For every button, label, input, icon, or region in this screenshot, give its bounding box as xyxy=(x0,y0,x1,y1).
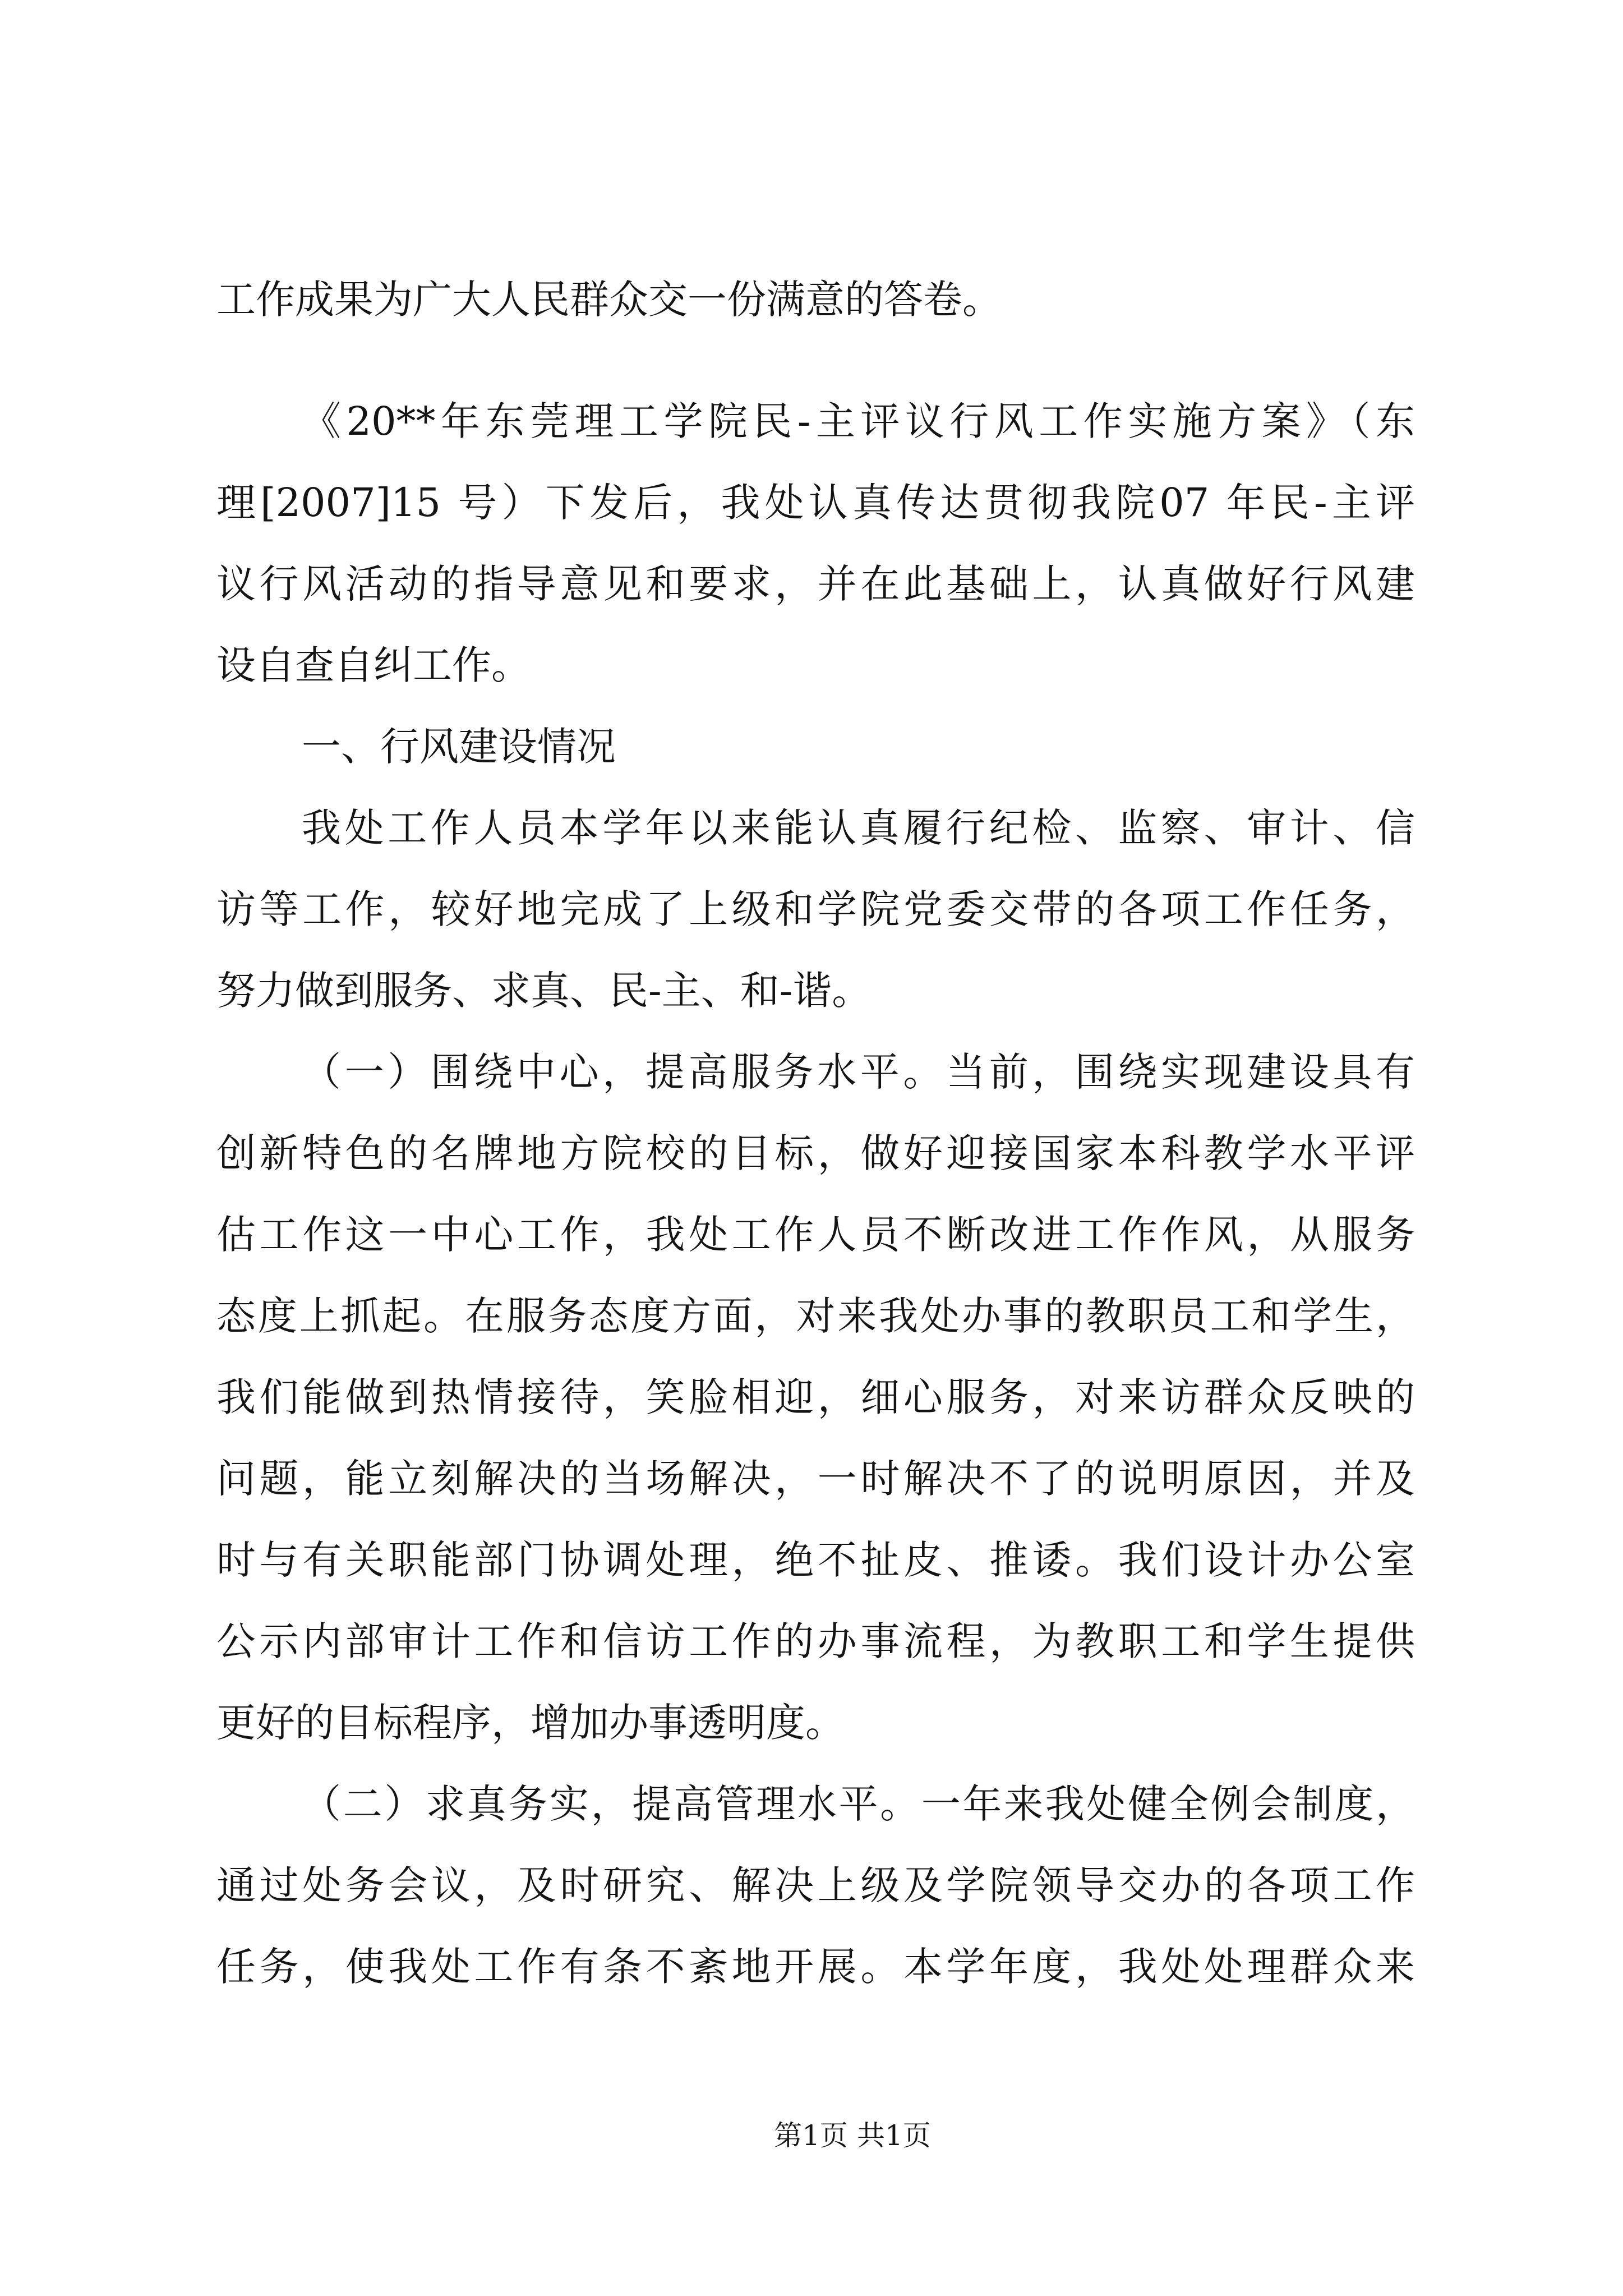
text-line: 问题，能立刻解决的当场解决，一时解决不了的说明原因，并及 xyxy=(216,1456,1415,1502)
text-line: 创新特色的名牌地方院校的目标，做好迎接国家本科教学水平评 xyxy=(216,1130,1415,1176)
text-line: 态度上抓起。在服务态度方面，对来我处办事的教职员工和学生， xyxy=(216,1293,1415,1339)
text-line: （一）围绕中心，提高服务水平。当前，围绕实现建设具有 xyxy=(302,1049,1415,1095)
text-line: 设自查自纠工作。 xyxy=(216,642,531,688)
text-line: 估工作这一中心工作，我处工作人员不断改进工作作风，从服务 xyxy=(216,1212,1415,1258)
text-line: 我们能做到热情接待，笑脸相迎，细心服务，对来访群众反映的 xyxy=(216,1374,1415,1420)
text-line: 《20**年东莞理工学院民-主评议行风工作实施方案》（东 xyxy=(302,398,1415,444)
text-line: 理[2007]15 号）下发后，我处认真传达贯彻我院07 年民-主评 xyxy=(216,480,1415,526)
text-line: 努力做到服务、求真、民-主、和-谐。 xyxy=(216,968,872,1014)
page-footer: 第1页 共1页 xyxy=(774,2119,931,2152)
text-line: 任务，使我处工作有条不紊地开展。本学年度，我处处理群众来 xyxy=(216,1944,1415,1990)
text-line: 通过处务会议，及时研究、解决上级及学院领导交办的各项工作 xyxy=(216,1862,1415,1908)
text-line: （二）求真务实，提高管理水平。一年来我处健全例会制度， xyxy=(302,1781,1415,1827)
section-heading xyxy=(216,706,1415,788)
section-heading-text: 一、行风建设情况 xyxy=(302,724,616,770)
document-body xyxy=(216,259,1415,2008)
text-line: 工作成果为广大人民群众交一份满意的答卷。 xyxy=(216,277,1002,323)
paragraph xyxy=(216,381,1415,706)
paragraph xyxy=(216,1764,1415,2008)
text-line: 公示内部审计工作和信访工作的办事流程，为教职工和学生提供 xyxy=(216,1618,1415,1664)
text-line: 更好的目标程序，增加办事透明度。 xyxy=(216,1700,845,1746)
paragraph xyxy=(216,1032,1415,1764)
text-line: 访等工作，较好地完成了上级和学院党委交带的各项工作任务， xyxy=(216,886,1415,932)
text-line: 时与有关职能部门协调处理，绝不扯皮、推诿。我们设计办公室 xyxy=(216,1537,1415,1583)
paragraph xyxy=(216,788,1415,1032)
text-line: 议行风活动的指导意见和要求，并在此基础上，认真做好行风建 xyxy=(216,561,1415,607)
paragraph xyxy=(216,259,1415,341)
text-line: 我处工作人员本学年以来能认真履行纪检、监察、审计、信 xyxy=(302,805,1415,851)
